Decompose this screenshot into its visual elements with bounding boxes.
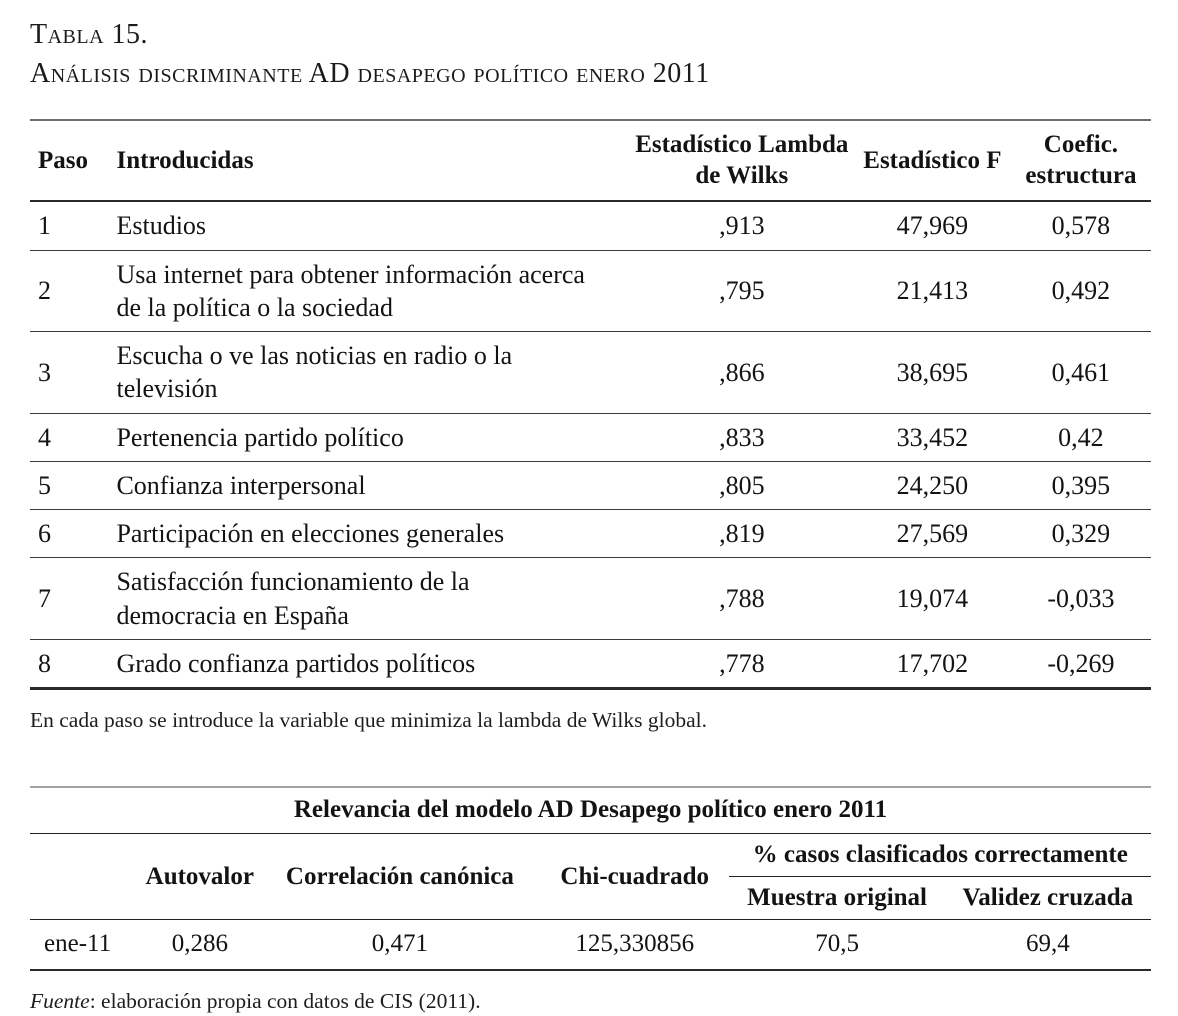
cell-introducidas: Participación en elecciones generales (116, 519, 505, 549)
cell-f: 17,702 (896, 648, 969, 678)
cell-paso: 4 (38, 422, 51, 452)
cell-f: 21,413 (896, 276, 969, 306)
cell-introducidas: Confianza interpersonal (116, 470, 366, 500)
table-row (30, 250, 1151, 332)
source-note (30, 988, 1151, 1016)
cell-coef: 0,42 (1058, 422, 1104, 452)
table-row (30, 920, 1151, 971)
cell-chi: 125,330856 (575, 930, 695, 958)
cell-f: 38,695 (896, 357, 969, 387)
table-number-title: Tabla 15. (30, 19, 149, 50)
table-row (30, 558, 1151, 640)
col-header-casos-span: % casos clasificados correctamente (729, 834, 1151, 877)
cell-lambda: ,866 (719, 357, 765, 387)
cell-f: 24,250 (896, 470, 969, 500)
discriminant-analysis-table (30, 119, 1151, 690)
cell-f: 47,969 (896, 211, 969, 241)
table-row (30, 413, 1151, 461)
table-row (30, 639, 1151, 688)
cell-paso: 5 (38, 470, 51, 500)
table1-footnote: En cada paso se introduce la variable que minimiza la lambda de Wilks global. (30, 708, 707, 733)
cell-muestra: 70,5 (815, 930, 859, 958)
cell-coef: -0,269 (1047, 648, 1115, 678)
table2-title-row (30, 787, 1151, 834)
cell-introducidas: Estudios (116, 211, 207, 241)
table-row (30, 461, 1151, 509)
cell-f: 27,569 (896, 519, 969, 549)
cell-coef: -0,033 (1047, 584, 1115, 613)
cell-lambda: ,805 (719, 470, 765, 500)
cell-introducidas: Pertenencia partido político (116, 422, 404, 452)
source-note-text: : elaboración propia con datos de CIS (2011). (89, 989, 481, 1014)
cell-autovalor: 0,286 (171, 930, 228, 958)
col-header-validez: Validez cruzada (962, 884, 1134, 912)
cell-paso: 7 (38, 584, 51, 613)
cell-coef: 0,578 (1051, 211, 1111, 241)
cell-period-label: ene-11 (44, 930, 112, 958)
col-header-coef: Coefic. estructura (1025, 131, 1137, 189)
cell-lambda: ,833 (719, 422, 765, 452)
col-header-paso: Paso (38, 146, 88, 174)
table-row (30, 510, 1151, 558)
cell-lambda: ,795 (719, 276, 765, 306)
cell-lambda: ,819 (719, 519, 765, 549)
cell-introducidas: Satisfacción funcionamiento de la democracia en España (116, 567, 470, 630)
col-header-muestra: Muestra original (747, 884, 927, 912)
cell-coef: 0,329 (1051, 519, 1111, 549)
cell-f: 19,074 (896, 584, 969, 613)
cell-lambda: ,778 (719, 648, 765, 678)
cell-coef: 0,461 (1051, 357, 1111, 387)
source-note-prefix: Fuente (30, 989, 90, 1014)
table-caption (30, 16, 1151, 93)
cell-lambda: ,788 (719, 584, 765, 613)
table1-header-row (30, 120, 1151, 201)
table-subtitle: Análisis discriminante AD desapego político enero 2011 (30, 57, 710, 89)
cell-validez: 69,4 (1025, 930, 1070, 958)
model-relevance-table (30, 786, 1151, 971)
cell-introducidas: Grado confianza partidos políticos (116, 648, 476, 678)
cell-correlacion: 0,471 (371, 930, 429, 958)
table-row (30, 332, 1151, 414)
cell-coef: 0,395 (1051, 470, 1111, 500)
cell-paso: 2 (38, 276, 51, 306)
col-header-lambda: Estadístico Lambda de Wilks (635, 131, 849, 189)
cell-paso: 3 (38, 357, 51, 387)
col-header-f: Estadístico F (863, 146, 1002, 174)
col-header-chi: Chi-cuadrado (560, 862, 710, 890)
cell-coef: 0,492 (1051, 276, 1111, 306)
cell-paso: 1 (38, 211, 51, 241)
col-header-empty (30, 834, 140, 920)
cell-lambda: ,913 (719, 211, 765, 241)
cell-f: 33,452 (896, 422, 969, 452)
col-header-autovalor: Autovalor (145, 862, 254, 890)
cell-introducidas: Escucha o ve las noticias en radio o la televisión (116, 341, 513, 404)
table-row (30, 201, 1151, 250)
table2-header-row-top (30, 834, 1151, 877)
col-header-correlacion: Correlación canónica (285, 862, 514, 890)
table2-title: Relevancia del modelo AD Desapego político enero 2011 (30, 787, 1151, 834)
cell-introducidas: Usa internet para obtener información acerca de la política o la sociedad (116, 259, 585, 322)
col-header-introducidas: Introducidas (116, 146, 254, 174)
cell-paso: 8 (38, 648, 51, 678)
cell-paso: 6 (38, 519, 51, 549)
